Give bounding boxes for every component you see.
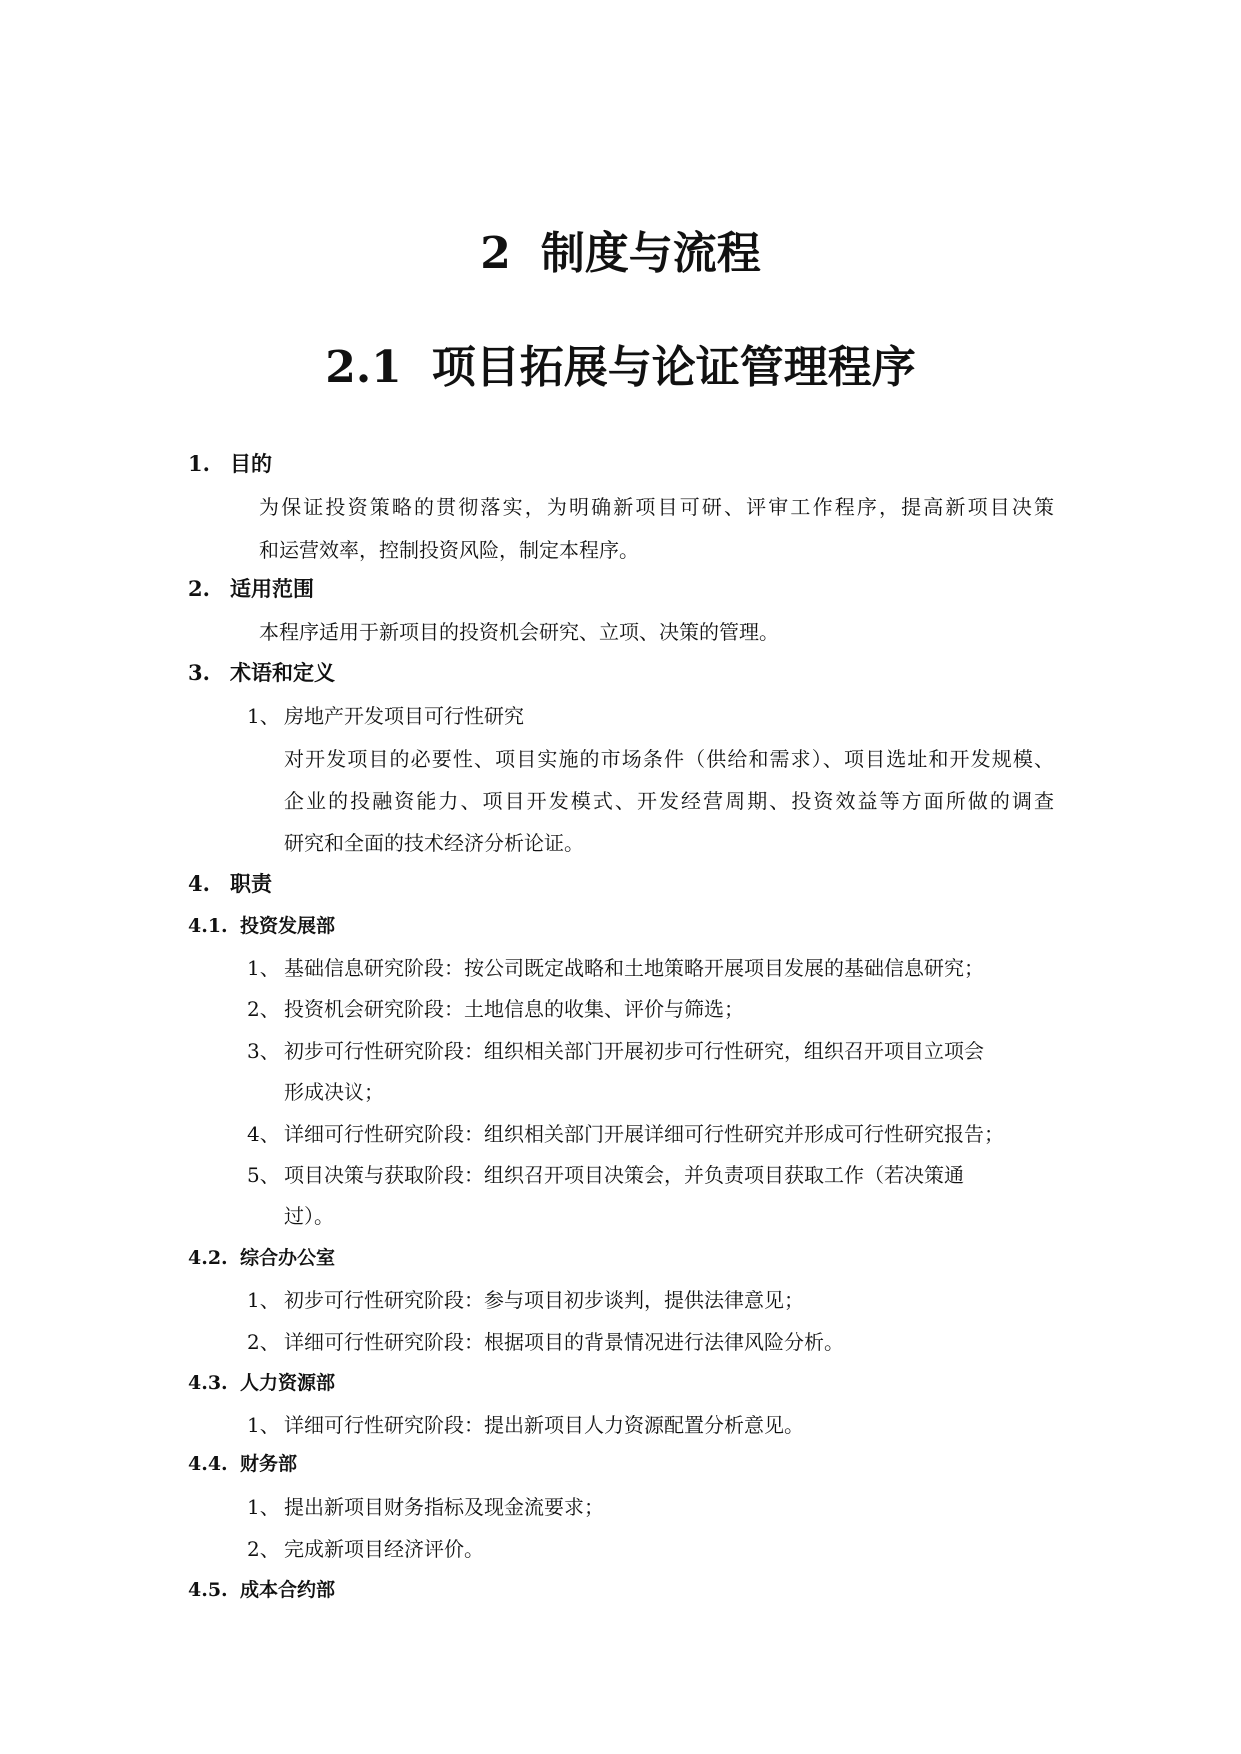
list-item-number: 2、	[247, 1537, 280, 1561]
list-item	[247, 1332, 844, 1352]
list-item-text: 完成新项目经济评价。	[284, 1537, 484, 1561]
list-item-continuation: 形成决议；	[284, 1080, 384, 1104]
section-1-number: 1.	[188, 451, 210, 476]
list-item-text: 提出新项目财务指标及现金流要求；	[284, 1495, 604, 1519]
subsection-4-3-number: 4.3.	[188, 1372, 228, 1394]
section-3-heading	[188, 662, 335, 683]
section-4-heading	[188, 873, 272, 894]
purpose-line-1: 为保证投资策略的贯彻落实，为明确新项目可研、评审工作程序，提高新项目决策	[259, 495, 1054, 519]
list-item	[247, 1041, 984, 1061]
subsection-4-1-number: 4.1.	[188, 915, 228, 937]
term-item-1	[247, 706, 524, 726]
section-number: 2.1	[325, 342, 402, 393]
section-4-number: 4.	[188, 871, 210, 896]
scope-line-1: 本程序适用于新项目的投资机会研究、立项、决策的管理。	[259, 620, 779, 644]
subsection-4-5-heading	[188, 1581, 335, 1600]
subsection-4-4-title: 财务部	[240, 1453, 298, 1475]
list-item-number: 4、	[247, 1122, 280, 1146]
section-2-number: 2.	[188, 576, 210, 601]
section-4-title: 职责	[230, 871, 272, 896]
list-item-number: 1、	[247, 1413, 280, 1437]
subsection-4-1-title: 投资发展部	[240, 915, 336, 937]
section-2-heading	[188, 578, 314, 599]
term-item-number: 1、	[247, 704, 280, 728]
subsection-4-1-heading	[188, 917, 335, 936]
list-item-number: 1、	[247, 1495, 280, 1519]
section-3-title: 术语和定义	[230, 660, 335, 685]
chapter-title: 制度与流程	[540, 228, 761, 279]
list-item-number: 2、	[247, 1330, 280, 1354]
list-item-text: 初步可行性研究阶段：组织相关部门开展初步可行性研究，组织召开项目立项会	[284, 1039, 984, 1063]
definition-line-1: 对开发项目的必要性、项目实施的市场条件（供给和需求）、项目选址和开发规模、	[284, 747, 1054, 771]
subsection-4-2-number: 4.2.	[188, 1247, 228, 1269]
subsection-4-2-heading	[188, 1249, 335, 1268]
list-item	[247, 999, 744, 1019]
chapter-number: 2	[480, 228, 511, 279]
section-1-heading	[188, 453, 272, 474]
list-item-number: 1、	[247, 1288, 280, 1312]
section-title: 项目拓展与论证管理程序	[431, 342, 916, 393]
term-item-text: 房地产开发项目可行性研究	[284, 704, 524, 728]
list-item-text: 详细可行性研究阶段：根据项目的背景情况进行法律风险分析。	[284, 1330, 844, 1354]
subsection-4-5-title: 成本合约部	[240, 1579, 336, 1601]
list-item	[247, 1415, 804, 1435]
subsection-4-3-title: 人力资源部	[240, 1372, 336, 1394]
definition-line-3: 研究和全面的技术经济分析论证。	[284, 831, 584, 855]
list-item-text: 投资机会研究阶段：土地信息的收集、评价与筛选；	[284, 997, 744, 1021]
subsection-4-2-title: 综合办公室	[240, 1247, 336, 1269]
section-2-title: 适用范围	[230, 576, 314, 601]
list-item	[247, 1124, 1004, 1144]
subsection-4-5-number: 4.5.	[188, 1579, 228, 1601]
chapter-heading	[0, 228, 1241, 279]
list-item-text: 初步可行性研究阶段：参与项目初步谈判，提供法律意见；	[284, 1288, 804, 1312]
list-item-text: 项目决策与获取阶段：组织召开项目决策会，并负责项目获取工作（若决策通	[284, 1163, 964, 1187]
list-item	[247, 1539, 484, 1559]
section-1-title: 目的	[230, 451, 272, 476]
list-item-text: 详细可行性研究阶段：提出新项目人力资源配置分析意见。	[284, 1413, 804, 1437]
subsection-4-4-number: 4.4.	[188, 1453, 228, 1475]
purpose-line-2: 和运营效率，控制投资风险，制定本程序。	[259, 538, 639, 562]
list-item	[247, 1165, 964, 1185]
list-item-number: 3、	[247, 1039, 280, 1063]
section-heading	[0, 342, 1241, 393]
definition-line-2: 企业的投融资能力、项目开发模式、开发经营周期、投资效益等方面所做的调查	[284, 789, 1054, 813]
list-item-continuation: 过）。	[284, 1204, 334, 1228]
list-item-text: 基础信息研究阶段：按公司既定战略和土地策略开展项目发展的基础信息研究；	[284, 956, 984, 980]
list-item-text: 详细可行性研究阶段：组织相关部门开展详细可行性研究并形成可行性研究报告；	[284, 1122, 1004, 1146]
section-3-number: 3.	[188, 660, 210, 685]
subsection-4-4-heading	[188, 1455, 297, 1474]
list-item	[247, 1497, 604, 1517]
list-item-number: 1、	[247, 956, 280, 980]
list-item-number: 2、	[247, 997, 280, 1021]
list-item	[247, 958, 984, 978]
list-item	[247, 1290, 804, 1310]
subsection-4-3-heading	[188, 1374, 335, 1393]
list-item-number: 5、	[247, 1163, 280, 1187]
